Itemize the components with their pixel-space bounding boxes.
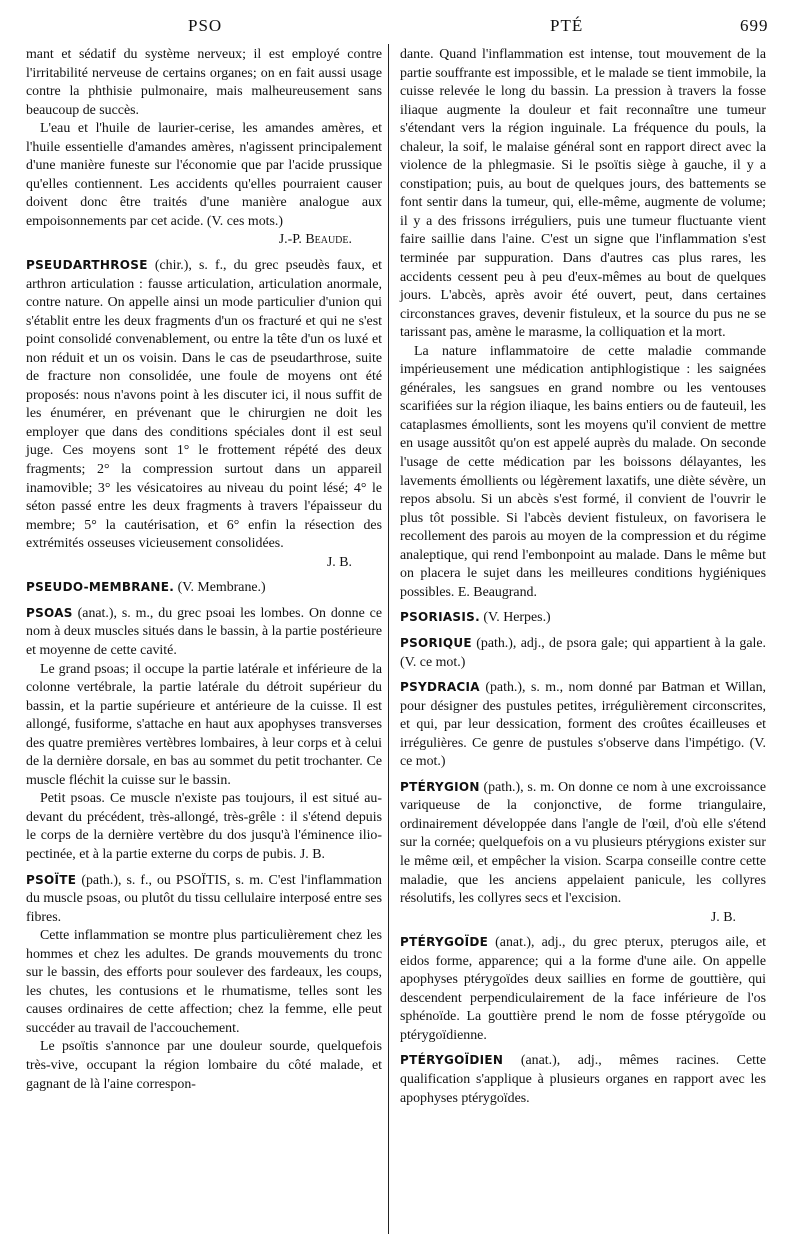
entry-text: (path.), s. f., ou PSOÏTIS, s. m. C'est l'inflammation du muscle psoas, ou plutôt du tissu cellulaire interposé entre ses fibres. — [26, 872, 382, 925]
column-divider — [388, 44, 389, 1234]
entry-headword: PTÉRYGION — [400, 779, 480, 794]
entry-text: (path.), s. m. On donne ce nom à une excroissance variqueuse de la conjonctive, de forme triangulaire, ordinairement développée dans l'angle de l'œil, d'où elle s'étend sur la cornée; quelquefois on a vu plusieurs ptérygions exister sur le même œil, et empêcher la vision. Scarpa conseille contre cette maladie, que les anciens appelaient panicule, les collyres résolutifs, les collyres secs et l'excision. — [400, 779, 766, 907]
entry-headword: PSORIASIS. — [400, 610, 480, 625]
signature-line — [400, 909, 766, 928]
entry-headword: PTÉRYGOÏDE — [400, 935, 489, 950]
body-paragraph: Le grand psoas; il occupe la partie latérale et inférieure de la colonne vertébrale, la partie latérale du détroit supérieur du bassin, et la partie supérieure et antérieure de la cuisse. Il est allongé, fusiforme, s'attache en haut aux apophyses transverses des quatre premières vertèbres lombaires, à leur corps et à celui de la dernière dorsale, en bas au sommet du petit trochanter. Ce muscle fléchit la cuisse sur le bassin. — [26, 661, 382, 788]
body-paragraph: mant et sédatif du système nerveux; il est employé contre l'irritabilité nerveuse de certains organes; on en fait aussi usage contre la phthisie pulmonaire, mais malheureusement sans beaucoup de succès. — [26, 47, 382, 118]
dictionary-entry — [400, 778, 766, 909]
dictionary-entry — [400, 1051, 766, 1108]
dictionary-entry — [26, 871, 382, 928]
right-column — [400, 46, 766, 1108]
left-column — [26, 46, 382, 1094]
signature-line — [26, 554, 382, 573]
body-paragraph: dante. Quand l'inflammation est intense, tout mouvement de la partie souffrante est impossible, et le malade se tient immobile, la cuisse relevée le long du bassin. La pression à travers la fosse iliaque augmente la douleur et fait reconnaître une tumeur s'étendant vers la région inguinale. La fréquence du pouls, la chaleur, la soif, le malaise général sont en rapport direct avec la violence de la phlegmasie. Si le psoïtis siège à gauche, il y a constipation; puis, au bout de quelques jours, des battements se font sentir dans la tumeur, qui, elle-même, augmente de volume; il y a des frissons irréguliers, puis une tumeur fluctuante vient faire saillie dans l'aine. C'est un signe que l'inflammation s'est terminée par suppuration. Dans d'autres cas plus rares, les accidents cessent peu à peu d'eux-mêmes au bout de quelques jours. L'abcès, après avoir été ouvert, peut, dans certaines circonstances graves, devenir fistuleux, et la source du pus ne se tarissant pas, amène le marasme, la colliquation et la mort. — [400, 47, 766, 341]
body-paragraph: Cette inflammation se montre plus particulièrement chez les hommes et chez les adultes. De grands mouvements du tronc sur le bassin, des efforts pour soulever des fardeaux, les coups, les chutes, les contusions et le rhumatisme, telles sont les causes ordinaires de cette affection; chez la femme, elle peut succéder au travail de l'accouchement. — [26, 928, 382, 1036]
entry-headword: PSOAS — [26, 605, 73, 620]
entry-text: (V. Membrane.) — [174, 580, 266, 596]
page-header — [0, 0, 800, 40]
body-paragraph: La nature inflammatoire de cette maladie commande impérieusement une médication antiphlogistique : les saignées générales, les sangsues en grand nombre ou les ventouses scarifiées sur la région iliaque, les bains entiers ou de fauteuil, les cataplasmes émollients, sont les moyens qu'il convient de mettre en usage aussitôt qu'on est appelé auprès du malade. On seconde l'usage de cette médication par les boissons délayantes, les lavements émollients ou légèrement laxatifs, une diète sévère, un repos absolu. Si un abcès s'est formé, il convient de l'ouvrir le plus tôt possible. Si l'abcès devient fistuleux, on favorisera le recollement des parois au moyen de la compression et du régime analeptique, qui rend l'embonpoint au malade. Dans le même but on placera le sujet dans les meilleures conditions hygiéniques possibles. E. Beaugrand. — [400, 343, 766, 600]
entry-headword: PSORIQUE — [400, 635, 472, 650]
body-paragraph: Le psoïtis s'annonce par une douleur sourde, quelquefois très-vive, occupant la région lombaire du côté malade, et gagnant de là l'aine correspon- — [26, 1039, 382, 1092]
page-number: 699 — [740, 16, 769, 35]
entry-text: (path.), adj., de psora gale; qui appartient à la gale. (V. ce mot.) — [400, 635, 766, 670]
entry-text: (anat.), adj., mêmes racines. Cette qualification s'applique à plusieurs organes en rapport avec les apophyses ptérygoïdes. — [400, 1053, 766, 1106]
entry-headword: PTÉRYGOÏDIEN — [400, 1053, 504, 1068]
signature-line — [26, 231, 382, 250]
running-head-left: PSO — [188, 16, 223, 35]
body-paragraph: L'eau et l'huile de laurier-cerise, les amandes amères, et l'huile essentielle d'amandes amères, n'agissent principalement d'une manière funeste sur l'économie que par l'acide prussique qu'elles contiennent. Les accidents qu'elles pourraient causer doivent donc être traités d'une manière analogue aux empoisonnements par cet acide. (V. ces mots.) — [26, 121, 382, 229]
dictionary-entry — [400, 678, 766, 772]
entry-headword: PSOÏTE — [26, 872, 77, 887]
dictionary-entry — [26, 604, 382, 661]
running-head-right: PTÉ — [550, 16, 584, 35]
entry-text: (anat.), s. m., du grec psoai les lombes. On donne ce nom à deux muscles situés dans le bassin, à la partie postérieure et moyenne de cette cavité. — [26, 605, 382, 658]
body-paragraph: Petit psoas. Ce muscle n'existe pas toujours, il est situé au-devant du précédent, très-allongé, très-grêle : il s'étend depuis le corps de la dernière vertèbre du dos jusqu'à l'éminence ilio-pectinée, et à la partie externe du corps de pubis. J. B. — [26, 791, 382, 862]
author-signature: J. B. — [710, 909, 736, 925]
dictionary-entry — [26, 256, 382, 554]
author-signature: J. B. — [326, 554, 352, 570]
entry-text: (anat.), adj., du grec pterux, pterugos aile, et eidos forme, apparence; qui a la forme d'une aile. On appelle apophyses ptérygoïdes deux saillies en forme de gouttière, qui descendent perpendiculairement de la face inférieure de l'os sphénoïde. La gouttière prend le nom de fosse ptérygoïde ou ptérygoïdienne. — [400, 935, 766, 1043]
entry-text: (path.), s. m., nom donné par Batman et Willan, pour désigner des pustules petites, irrégulièrement circonscrites, et qui, par leur dessication, forment des croûtes écailleuses et irrégulières. Ce genre de pustules s'observe dans l'impétigo. (V. ce mot.) — [400, 680, 766, 770]
dictionary-entry — [400, 608, 766, 628]
entry-headword: PSEUDARTHROSE — [26, 258, 148, 273]
dictionary-entry — [400, 933, 766, 1045]
entry-headword: PSYDRACIA — [400, 680, 480, 695]
dictionary-entry — [26, 578, 382, 598]
author-signature: J.-P. Beaude. — [278, 232, 352, 248]
dictionary-entry — [400, 634, 766, 672]
entry-headword: PSEUDO-MEMBRANE. — [26, 580, 175, 595]
entry-text: (V. Herpes.) — [479, 610, 551, 626]
entry-text: (chir.), s. f., du grec pseudès faux, et arthron articulation : fausse articulation, articulation anormale, contre nature. On appelle ainsi un mode particulier d'union qui s'établit entre les deux fragments d'un os fracturé et qui ne s'est point consolidé convenablement, ou entre la tête d'un os luxé et non réduit et un os voisin. Dans le cas de pseudarthrose, suite de fracture non consolidée, une foule de moyens ont été proposés: nous n'avons point à les discuter ici, il nous suffit de les énumérer, en prévenant que le chirurgien ne doit les employer que dans des conditions spéciales dont il est seul juge. Ces moyens sont 1° le frottement répété des deux fragments; 2° la compression surtout dans un appareil inamovible; 3° les vésicatoires au niveau du point lésé; 4° le séton passé entre les deux fragments à travers l'épaisseur du membre; 5° la cautérisation, et 6° enfin la résection des extrémités osseuses vicieusement consolidées. — [26, 258, 382, 552]
